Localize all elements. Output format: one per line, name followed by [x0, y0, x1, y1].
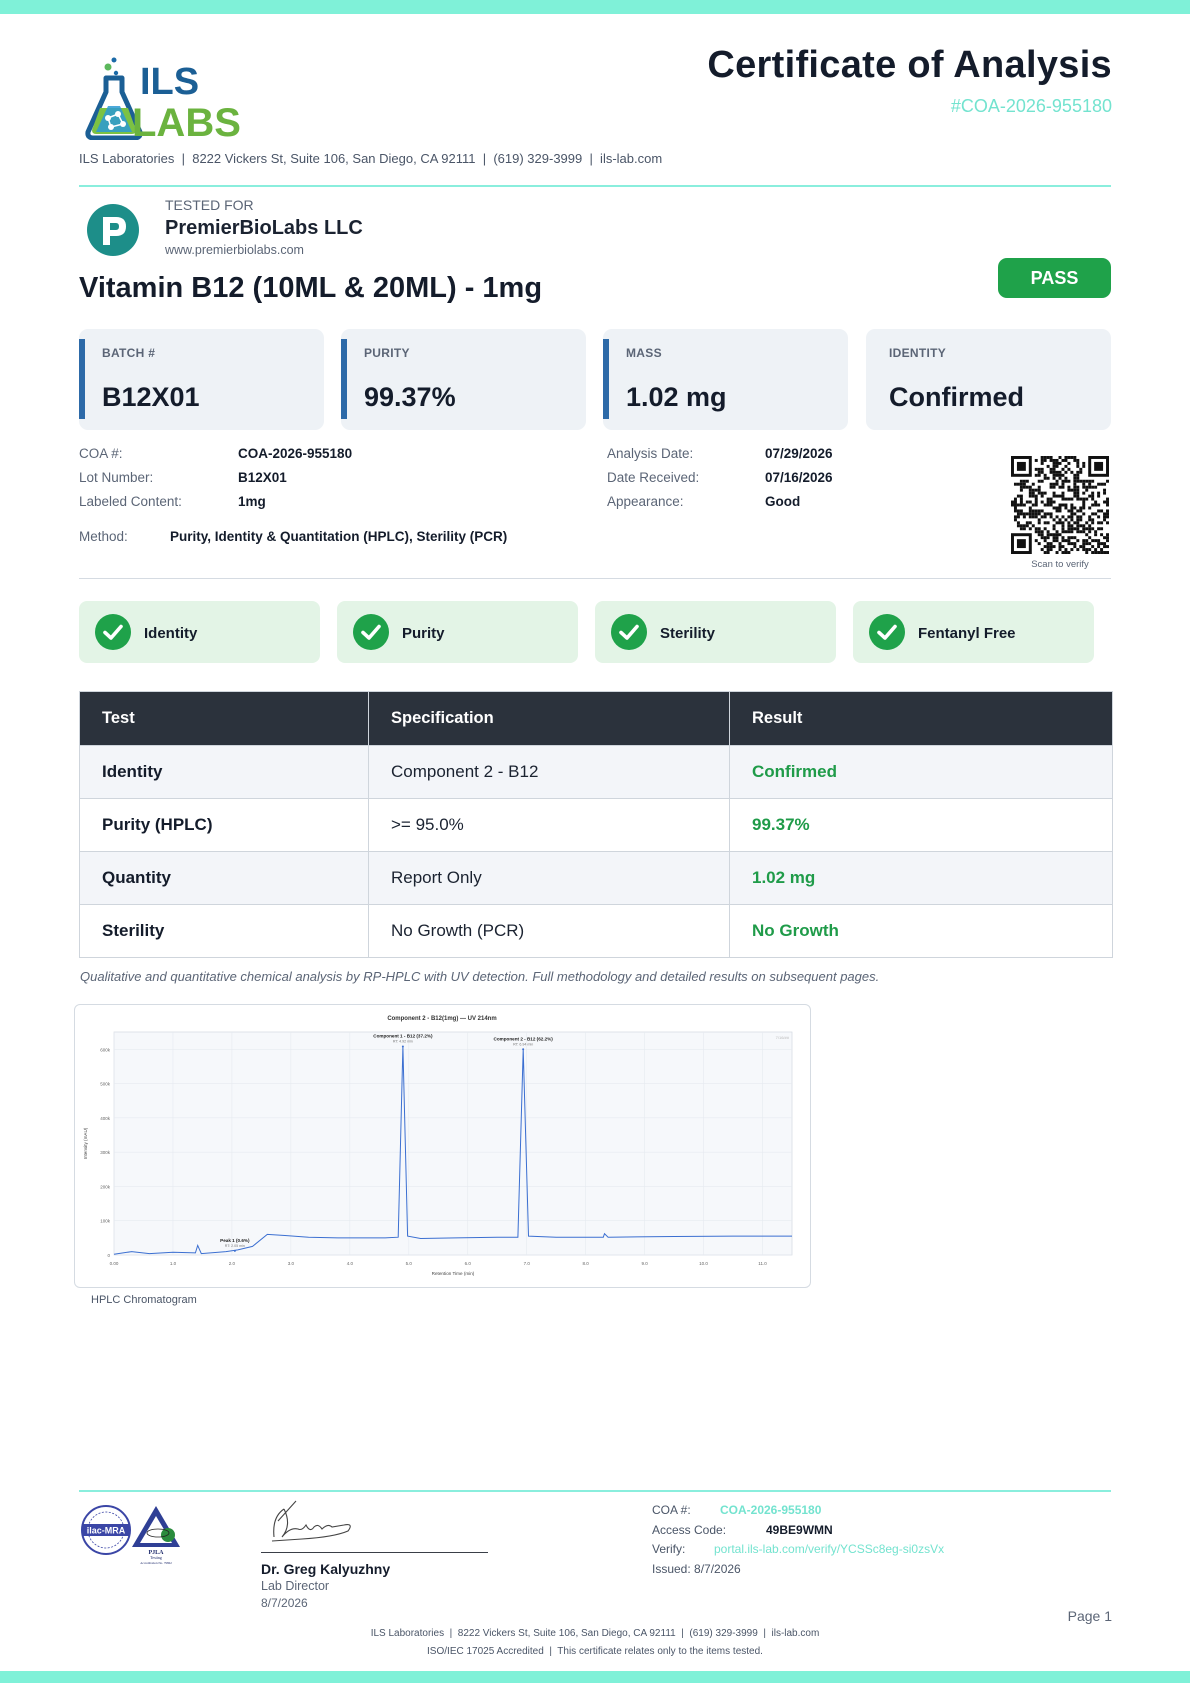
- date-received-label: Date Received:: [607, 470, 700, 485]
- stat-label: IDENTITY: [889, 346, 947, 360]
- row-test: Quantity: [80, 852, 369, 905]
- peak-label: Component 1 - B12 (37.2%): [373, 1033, 433, 1039]
- stat-value: 1.02 mg: [626, 382, 727, 412]
- method-label: Method:: [79, 529, 128, 544]
- x-tick-label: 4.0: [346, 1261, 353, 1266]
- header-specification: Specification: [369, 692, 730, 746]
- document-title: Certificate of Analysis: [707, 44, 1112, 86]
- check-circle-icon: [869, 614, 905, 650]
- x-tick-label: 10.0: [699, 1261, 708, 1266]
- table-row: [80, 746, 1113, 799]
- hplc-chromatogram-panel: [74, 1004, 811, 1288]
- y-tick-label: 100k: [100, 1218, 110, 1224]
- row-spec: Report Only: [369, 852, 730, 905]
- footer-divider: [79, 1490, 1111, 1492]
- y-tick-label: 0: [107, 1253, 110, 1258]
- signature-line: [261, 1552, 488, 1553]
- stat-label: BATCH #: [102, 346, 156, 360]
- peak-marker: [402, 1046, 404, 1048]
- appearance-value: Good: [765, 494, 801, 509]
- coa-number-label: COA #:: [79, 446, 123, 461]
- table-row: [80, 799, 1113, 852]
- page-number: Page 1: [1067, 1608, 1112, 1624]
- row-spec: Component 2 - B12: [369, 746, 730, 799]
- table-header-row: [80, 692, 1113, 746]
- analysis-date-label: Analysis Date:: [607, 446, 694, 461]
- logo-text-ils: ILS: [140, 61, 200, 103]
- footer-coa-value: COA-2026-955180: [720, 1503, 822, 1517]
- lot-number-value: B12X01: [238, 470, 287, 485]
- card-accent-bar: [341, 339, 347, 419]
- client-url: www.premierbiolabs.com: [165, 243, 304, 257]
- x-tick-label: 8.0: [582, 1261, 589, 1266]
- accreditation-logos: [80, 1503, 184, 1565]
- table-row: [80, 905, 1113, 958]
- stat-value: 99.37%: [364, 382, 456, 412]
- qr-caption: Scan to verify: [1031, 559, 1089, 570]
- x-tick-label: 3.0: [287, 1261, 295, 1266]
- tested-for-label: TESTED FOR: [165, 197, 254, 213]
- pjla-number-text: Accreditation No. 79862: [140, 1561, 172, 1565]
- date-received-value: 07/16/2026: [765, 470, 833, 485]
- row-spec: No Growth (PCR): [369, 905, 730, 958]
- peak-sublabel: RT: 6.94 min: [513, 1042, 534, 1047]
- x-tick-label: 5.0: [405, 1261, 412, 1266]
- check-label: Fentanyl Free: [918, 625, 1016, 642]
- logo-text-labs: LABS: [132, 101, 241, 140]
- y-tick-label: 200k: [100, 1184, 110, 1190]
- access-code-value: 49BE9WMN: [766, 1523, 833, 1537]
- y-tick-label: 600k: [100, 1047, 110, 1053]
- lot-number-label: Lot Number:: [79, 470, 154, 485]
- method-value: Purity, Identity & Quantitation (HPLC), Sterility (PCR): [170, 529, 508, 544]
- table-row: [80, 852, 1113, 905]
- labeled-content-label: Labeled Content:: [79, 494, 182, 509]
- footer-coa-label: COA #:: [652, 1503, 691, 1517]
- stat-label: PURITY: [364, 346, 410, 360]
- card-accent-bar: [603, 339, 609, 419]
- check-circle-icon: [611, 614, 647, 650]
- analysis-note: Qualitative and quantitative chemical analysis by RP-HPLC with UV detection. Full methodology and detailed results on subsequent pages.: [80, 969, 880, 984]
- peak-sublabel: RT: 2.05 min: [224, 1243, 245, 1248]
- verify-link[interactable]: portal.ils-lab.com/verify/YCSSc8eg-si0zsVx: [714, 1542, 945, 1556]
- y-tick-label: 400k: [100, 1115, 110, 1121]
- row-result: 99.37%: [730, 799, 1113, 852]
- card-accent-bar: [79, 339, 85, 419]
- coa-number-value: COA-2026-955180: [238, 446, 353, 461]
- product-name: Vitamin B12 (10ML & 20ML) - 1mg: [79, 272, 543, 304]
- pjla-sub-text: Testing: [150, 1555, 162, 1560]
- analysis-date-value: 07/29/2026: [765, 446, 833, 461]
- y-tick-label: 500k: [100, 1081, 110, 1087]
- plot-area: [114, 1032, 792, 1255]
- check-label: Identity: [144, 625, 198, 642]
- row-result: 1.02 mg: [730, 852, 1113, 905]
- check-label: Purity: [402, 625, 445, 642]
- stat-value: Confirmed: [889, 382, 1024, 412]
- ilac-mra-text: ilac-MRA: [86, 1525, 126, 1536]
- signer-date: 8/7/2026: [261, 1596, 308, 1610]
- chart-corner-label: 7/16/##: [775, 1035, 789, 1040]
- stat-card-mass: [603, 329, 848, 430]
- check-identity: [79, 601, 320, 663]
- peak-marker: [234, 1250, 236, 1252]
- x-tick-label: 0.00: [109, 1261, 119, 1266]
- footer-lab-line: ILS Laboratories | 8222 Vickers St, Suite 106, San Diego, CA 92111 | (619) 329-3999 | ils-lab.com: [370, 1628, 820, 1639]
- signature: [262, 1497, 372, 1547]
- chart-title: Component 2 - B12(1mg) — UV 214nm: [387, 1016, 497, 1022]
- peak-marker: [522, 1048, 524, 1050]
- header-divider: [79, 185, 1111, 187]
- peak-label: Peak 1 (0.6%): [220, 1237, 250, 1243]
- x-tick-label: 7.0: [523, 1261, 530, 1266]
- stat-card-purity: [341, 329, 586, 430]
- x-axis-label: Retention Time (min): [431, 1271, 475, 1276]
- row-spec: >= 95.0%: [369, 799, 730, 852]
- pass-badge: PASS: [998, 258, 1111, 298]
- check-sterility: [595, 601, 836, 663]
- stat-card-identity: [866, 329, 1111, 430]
- labeled-content-value: 1mg: [238, 494, 266, 509]
- client-logo: [86, 203, 140, 257]
- y-axis-label: Intensity (mAU): [83, 1127, 88, 1160]
- signer-name: Dr. Greg Kalyuzhny: [261, 1561, 391, 1577]
- top-accent-bar: [0, 0, 1190, 14]
- stat-label: MASS: [626, 346, 662, 360]
- row-test: Purity (HPLC): [80, 799, 369, 852]
- stat-card-batch: [79, 329, 324, 430]
- row-test: Identity: [80, 746, 369, 799]
- pjla-text: PJLA: [148, 1550, 164, 1556]
- lab-contact-line: ILS Laboratories | 8222 Vickers St, Suite 106, San Diego, CA 92111 | (619) 329-3999 | ils-lab.com: [79, 151, 663, 166]
- header-test: Test: [80, 692, 369, 746]
- verify-label: Verify:: [652, 1542, 686, 1556]
- check-fentanyl-free: [853, 601, 1094, 663]
- results-table: [79, 691, 1113, 958]
- stat-value: B12X01: [102, 382, 200, 412]
- x-tick-label: 2.0: [228, 1261, 236, 1266]
- row-result: No Growth: [730, 905, 1113, 958]
- hplc-chromatogram: [75, 1005, 810, 1287]
- check-circle-icon: [353, 614, 389, 650]
- x-tick-label: 11.0: [758, 1261, 767, 1266]
- details-divider: [79, 578, 1111, 579]
- ils-labs-logo: [78, 56, 250, 140]
- chromatogram-caption: HPLC Chromatogram: [91, 1294, 197, 1306]
- row-result: Confirmed: [730, 746, 1113, 799]
- check-circle-icon: [95, 614, 131, 650]
- bottom-accent-bar: [0, 1671, 1190, 1683]
- peak-label: Component 2 - B12 (62.2%): [493, 1036, 553, 1042]
- check-label: Sterility: [660, 625, 716, 642]
- check-purity: [337, 601, 578, 663]
- client-name: PremierBioLabs LLC: [165, 217, 363, 239]
- x-tick-label: 6.0: [464, 1261, 471, 1266]
- footer-disclaimer: ISO/IEC 17025 Accredited | This certificate relates only to the items tested.: [427, 1646, 763, 1657]
- appearance-label: Appearance:: [607, 494, 684, 509]
- signer-role: Lab Director: [261, 1579, 330, 1593]
- coa-id: #COA-2026-955180: [950, 96, 1112, 116]
- peak-sublabel: RT: 4.92 min: [392, 1039, 413, 1044]
- issued-date: Issued: 8/7/2026: [652, 1562, 741, 1576]
- x-tick-label: 1.0: [169, 1261, 177, 1266]
- y-tick-label: 300k: [100, 1150, 110, 1156]
- header-result: Result: [730, 692, 1113, 746]
- x-tick-label: 9.0: [641, 1261, 648, 1266]
- access-code-label: Access Code:: [652, 1523, 727, 1537]
- verification-qr-code[interactable]: [1011, 456, 1109, 554]
- row-test: Sterility: [80, 905, 369, 958]
